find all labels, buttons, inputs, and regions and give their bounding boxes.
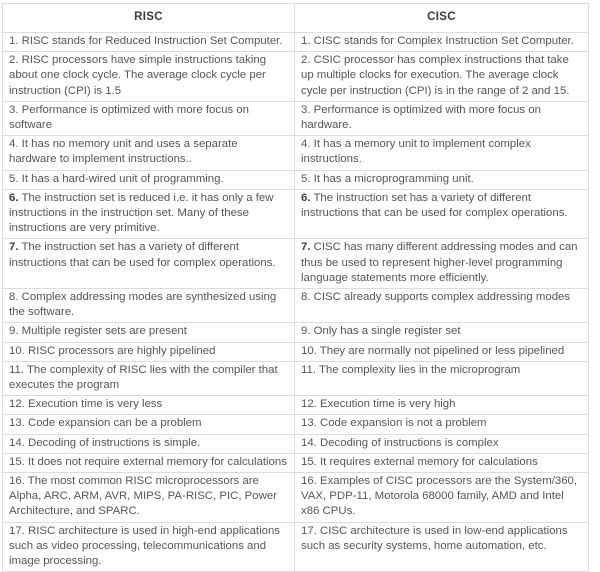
cell-cisc (295, 101, 589, 135)
table-row (3, 52, 589, 102)
cell-cisc-text: CISC has many different addressing modes and can thus be used to represent higher-level programming language statements more efficiently. (301, 241, 578, 284)
cell-cisc (295, 136, 589, 170)
cell-cisc-text: The instruction set has a variety of different instructions that can be used for complex operations. (301, 191, 568, 220)
cell-risc-text: The instruction set is reduced i.e. it has only a few instructions in the instruction set. Many of these instructions are very primitive. (9, 191, 274, 235)
cell-risc-text: 4. It has no memory unit and uses a separate hardware to implement instructions.. (9, 138, 238, 166)
cell-cisc-text: 3. Performance is optimized with more focus on hardware. (301, 103, 541, 132)
cell-risc-text: 1. RISC stands for Reduced Instruction Set Computer. (9, 35, 283, 47)
table-row (3, 434, 589, 453)
cell-risc-text: 3. Performance is optimized with more focus on software (9, 103, 249, 132)
cell-cisc (295, 342, 589, 361)
cell-cisc-text: 10. They are normally not pipelined or less pipelined (301, 344, 565, 357)
table-row (3, 342, 589, 361)
cell-risc (3, 323, 295, 342)
cell-cisc (295, 415, 589, 434)
cell-risc (3, 434, 295, 453)
table-row (3, 33, 589, 52)
cell-risc (3, 289, 295, 323)
cell-risc-number: 6. (9, 191, 19, 204)
table-row (3, 473, 589, 523)
cell-risc-text: 12. Execution time is very less (9, 398, 163, 411)
cell-cisc (295, 170, 589, 189)
table-row (3, 323, 589, 342)
cell-cisc-text: 16. Examples of CISC processors are the System/360, VAX, PDP-11, Motorola 68000 family, AMD and Intel x86 CPUs. (301, 475, 578, 518)
cell-risc-text: 17. RISC architecture is used in high-end applications such as video processing, telecommunications and image processing. (9, 524, 280, 568)
cell-cisc-text: 17. CISC architecture is used in low-end applications such as security systems, home automation, etc. (301, 524, 568, 552)
cell-cisc-text: 11. The complexity lies in the microprogram (301, 363, 521, 376)
table-row (3, 189, 589, 239)
cell-risc-text: 11. The complexity of RISC lies with the compiler that executes the program (9, 363, 278, 392)
cell-cisc (295, 453, 589, 472)
cell-cisc (295, 522, 589, 572)
cell-cisc (295, 396, 589, 415)
cell-cisc (295, 473, 589, 523)
table-row (3, 415, 589, 434)
cell-cisc-text: 8. CISC already supports complex addressing modes (301, 291, 571, 304)
cell-risc (3, 170, 295, 189)
comparison-table-container (2, 3, 588, 572)
cell-cisc (295, 289, 589, 323)
cell-cisc-text: 2. CSIC processor has complex instructions that take up multiple clocks for execution. The average clock cycle per instruction (CPI) is in the range of 2 and 15. (301, 54, 570, 97)
cell-risc (3, 33, 295, 52)
cell-cisc (295, 189, 589, 239)
cell-cisc-text: 12. Execution time is very high (301, 398, 456, 411)
cell-risc-number: 7. (9, 241, 19, 254)
cell-risc-text: 14. Decoding of instructions is simple. (9, 436, 201, 449)
cell-cisc-text: 13. Code expansion is not a problem (301, 417, 487, 430)
cell-risc (3, 101, 295, 135)
cell-cisc-number: 7. (301, 241, 311, 254)
cell-cisc-text: 4. It has a memory unit to implement complex instructions. (301, 138, 531, 166)
cell-cisc-text: 14. Decoding of instructions is complex (301, 436, 499, 449)
cell-risc-text: 15. It does not require external memory for calculations (9, 455, 287, 468)
cell-risc (3, 52, 295, 102)
cell-risc (3, 239, 295, 289)
table-body (3, 33, 589, 572)
cell-cisc-text: 15. It requires external memory for calculations (301, 455, 538, 468)
cell-risc (3, 136, 295, 170)
cell-risc (3, 473, 295, 523)
table-header (3, 4, 589, 33)
table-header-row (3, 4, 589, 33)
table-row (3, 170, 589, 189)
cell-cisc-number: 6. (301, 191, 311, 204)
table-row (3, 136, 589, 170)
cell-risc-text: 13. Code expansion can be a problem (9, 417, 202, 430)
cell-risc (3, 453, 295, 472)
cell-risc-text: 8. Complex addressing modes are synthesized using the software. (9, 291, 277, 319)
cell-cisc (295, 323, 589, 342)
risc-cisc-comparison-table (2, 3, 589, 572)
cell-risc-text: 2. RISC processors have simple instructions taking about one clock cycle. The average clock cycle per instruction (CPI) is 1.5 (9, 54, 267, 97)
cell-cisc (295, 361, 589, 395)
cell-cisc-text: 9. Only has a single register set (301, 325, 461, 338)
table-row (3, 522, 589, 572)
cell-risc (3, 522, 295, 572)
table-row (3, 396, 589, 415)
cell-risc-text: 16. The most common RISC microprocessors are Alpha, ARC, ARM, AVR, MIPS, PA-RISC, PIC, Power Architecture, and SPARC. (9, 475, 277, 518)
cell-cisc (295, 33, 589, 52)
table-row (3, 361, 589, 395)
cell-cisc-text: 5. It has a microprogramming unit. (301, 172, 474, 185)
cell-cisc (295, 52, 589, 102)
cell-cisc (295, 434, 589, 453)
table-row (3, 453, 589, 472)
column-header-risc: RISC (3, 4, 295, 33)
cell-risc-text: The instruction set has a variety of different instructions that can be used for complex operations. (9, 241, 276, 269)
cell-risc (3, 415, 295, 434)
cell-risc (3, 361, 295, 395)
cell-risc (3, 396, 295, 415)
cell-risc-text: 5. It has a hard-wired unit of programming. (9, 172, 224, 185)
cell-risc (3, 342, 295, 361)
cell-cisc (295, 239, 589, 289)
table-row (3, 289, 589, 323)
table-row (3, 239, 589, 289)
column-header-cisc: CISC (295, 4, 589, 33)
cell-risc-text: 9. Multiple register sets are present (9, 325, 187, 338)
table-row (3, 101, 589, 135)
cell-cisc-text: 1. CISC stands for Complex Instruction Set Computer. (301, 35, 574, 47)
cell-risc (3, 189, 295, 239)
cell-risc-text: 10. RISC processors are highly pipelined (9, 344, 216, 357)
